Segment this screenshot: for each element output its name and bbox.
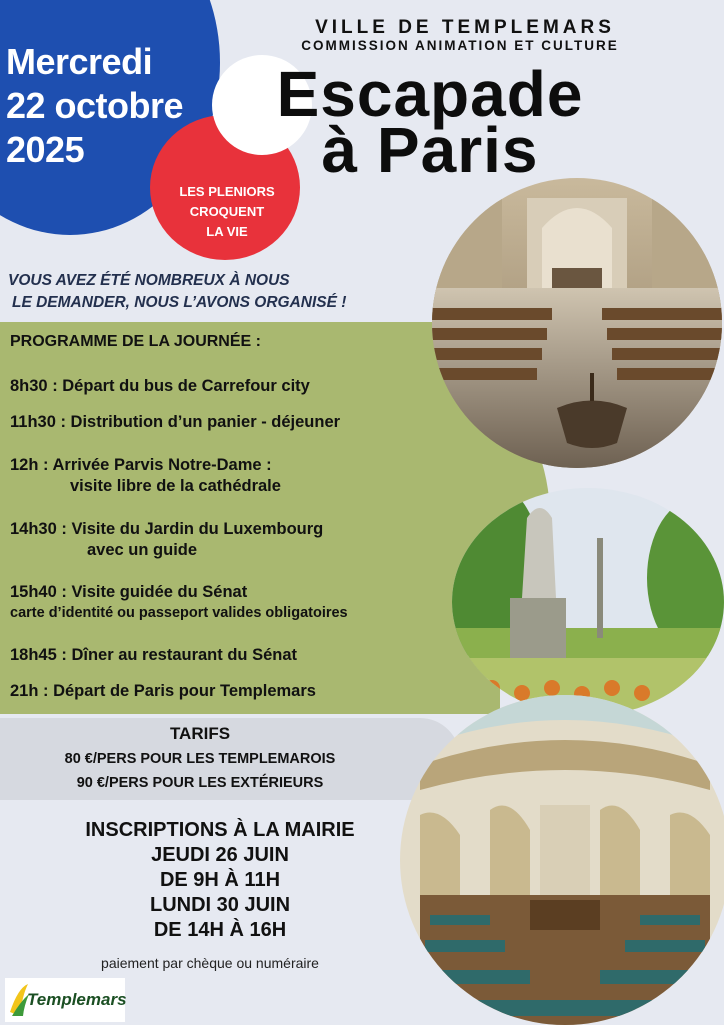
- inscriptions-heading: INSCRIPTIONS À LA MAIRIE: [85, 819, 355, 841]
- luxembourg-garden-photo: [452, 488, 724, 716]
- programme-item-subtext: carte d’identité ou passeport valides obligatoires: [10, 605, 348, 621]
- intro-line: VOUS AVEZ ÉTÉ NOMBREUX À NOUS: [8, 272, 290, 289]
- logo-text: Templemars: [27, 990, 127, 1009]
- programme-item-text: 18h45 : Dîner au restaurant du Sénat: [10, 646, 298, 664]
- tarif-external: 90 €/PERS POUR LES EXTÉRIEURS: [76, 775, 324, 791]
- programme-item-text: 8h30 : Départ du bus de Carrefour city: [10, 377, 310, 395]
- pleniors-slogan: [168, 182, 286, 242]
- date-year: 2025: [6, 129, 85, 170]
- programme-title: PROGRAMME DE LA JOURNÉE :: [10, 333, 261, 350]
- title-line: à Paris: [321, 114, 539, 186]
- inscriptions-block: [0, 818, 440, 943]
- intro-text: [8, 270, 346, 314]
- commission-name: COMMISSION ANIMATION ET CULTURE: [301, 38, 619, 53]
- date-weekday: Mercredi: [6, 41, 153, 82]
- tarif-residents: 80 €/PERS POUR LES TEMPLEMAROIS: [64, 751, 336, 767]
- programme-item-subtext: visite libre de la cathédrale: [70, 477, 281, 495]
- templemars-logo: [5, 978, 125, 1022]
- inscriptions-hours: DE 14H À 16H: [153, 919, 287, 941]
- programme-item-subtext: avec un guide: [87, 541, 198, 559]
- date-day-month: 22 octobre: [6, 85, 184, 126]
- pleniors-line: LA VIE: [206, 224, 248, 239]
- intro-line: LE DEMANDER, NOUS L’AVONS ORGANISÉ !: [12, 294, 347, 311]
- senate-hemicycle-photo: [400, 695, 724, 1025]
- town-name: VILLE DE TEMPLEMARS: [315, 17, 615, 38]
- inscriptions-date: LUNDI 30 JUIN: [149, 894, 291, 916]
- programme-item-text: 21h : Départ de Paris pour Templemars: [10, 682, 316, 700]
- pleniors-line: LES PLENIORS: [179, 184, 275, 199]
- programme-item-text: 12h : Arrivée Parvis Notre-Dame :: [10, 456, 272, 474]
- poster-title: [230, 58, 630, 186]
- inscriptions-date: JEUDI 26 JUIN: [151, 844, 289, 866]
- notre-dame-interior-photo: [432, 178, 722, 468]
- title-line: Escapade: [276, 58, 584, 130]
- programme-item-text: 14h30 : Visite du Jardin du Luxembourg: [10, 520, 324, 538]
- pleniors-line: CROQUENT: [189, 204, 265, 219]
- programme-item-text: 15h40 : Visite guidée du Sénat: [10, 583, 248, 601]
- programme-item-text: 11h30 : Distribution d’un panier - déjeuner: [10, 413, 341, 431]
- payment-info: paiement par chèque ou numéraire: [101, 955, 319, 971]
- programme-panel: [0, 322, 500, 714]
- inscriptions-hours: DE 9H À 11H: [159, 869, 281, 891]
- tarifs-title: TARIFS: [169, 724, 231, 743]
- event-date: [6, 40, 183, 172]
